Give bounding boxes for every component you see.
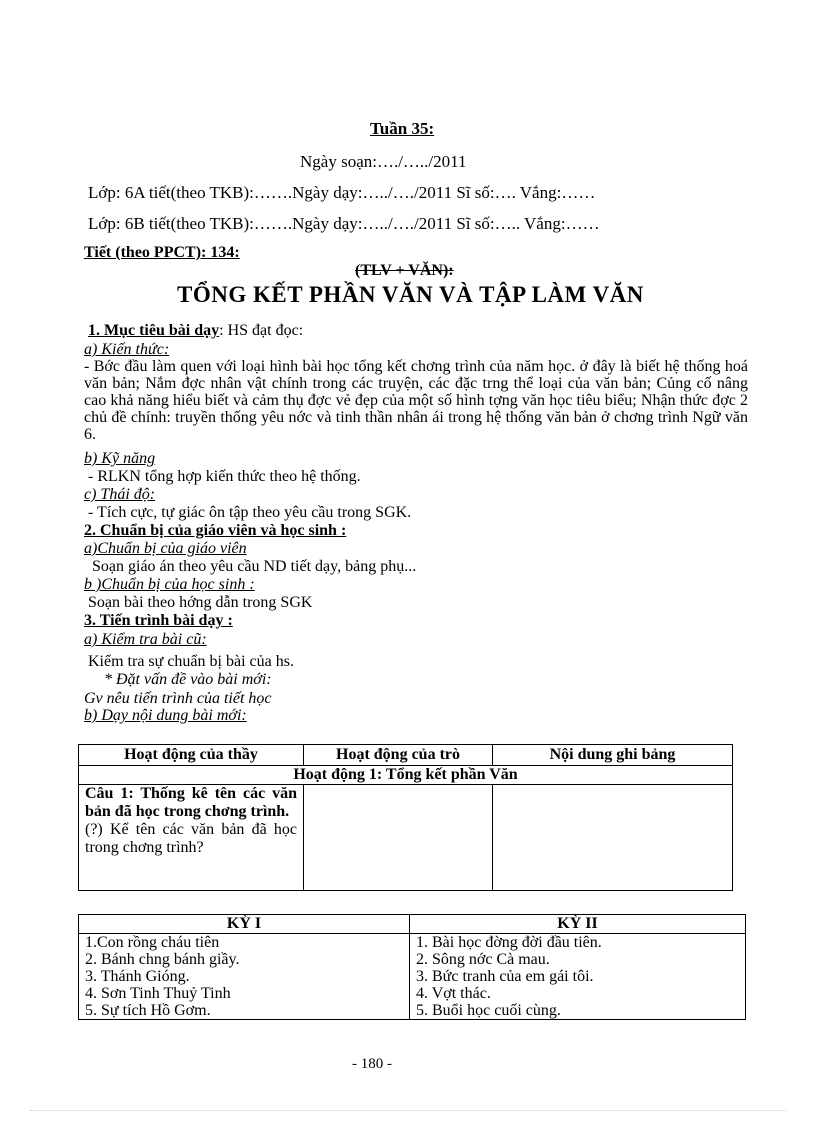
terms-table: [78, 914, 746, 1020]
section-2-heading: 2. Chuẩn bị của giáo viên và học sinh :: [84, 522, 347, 539]
intro-heading: * Đặt vấn đề vào bài mới:: [104, 671, 272, 688]
section-3-heading: 3. Tiến trình bài dạy :: [84, 612, 233, 629]
term-1-header: KỲ I: [79, 915, 410, 934]
header-teacher: Hoạt động của thầy: [79, 745, 304, 766]
period-line: Tiết (theo PPCT): 134:: [84, 244, 240, 261]
week-heading: Tuần 35:: [370, 119, 435, 138]
teacher-cell: [79, 785, 304, 891]
list-item: 2. Bánh chng bánh giầy.: [85, 951, 240, 968]
page-number: - 180 -: [352, 1056, 392, 1072]
knowledge-heading: a) Kiến thức:: [84, 341, 170, 358]
term-2-header: KỲ II: [410, 915, 746, 934]
teacher-prep-heading: a)Chuẩn bị của giáo viên: [84, 540, 247, 557]
section-1-label: 1. Mục tiêu bài dạy: [88, 322, 220, 339]
list-item: 5. Sự tích Hồ Gơm.: [85, 1002, 211, 1019]
question-1: Câu 1: Thống kê tên các văn bản đã học trong chơng trình.: [85, 785, 297, 820]
class-6b-line: Lớp: 6B tiết(theo TKB):…….Ngày dạy:…../…./2011 Sĩ số:….. Vắng:……: [88, 214, 600, 233]
class-6a-line: Lớp: 6A tiết(theo TKB):…….Ngày dạy:…../…./2011 Sĩ số:…. Vắng:……: [88, 183, 596, 202]
attitude-heading: c) Thái độ:: [84, 486, 156, 503]
activity-1-row: Hoạt động 1: Tổng kết phần Văn: [79, 766, 733, 785]
list-item: 4. Sơn Tinh Thuỷ Tinh: [85, 985, 231, 1002]
list-item: 1.Con rồng cháu tiên: [85, 934, 220, 951]
list-item: 4. Vợt thác.: [416, 985, 491, 1002]
section-1-tail: : HS đạt đọc:: [219, 322, 304, 339]
term-2-list: [410, 934, 746, 1020]
skill-text: - RLKN tổng hợp kiến thức theo hệ thống.: [88, 468, 361, 485]
attitude-text: - Tích cực, tự giác ôn tập theo yêu cầu trong SGK.: [88, 504, 412, 521]
teacher-prep-text: Soạn giáo án theo yêu cầu ND tiết dạy, bảng phụ...: [92, 558, 417, 575]
prep-date: Ngày soạn:…./…../2011: [300, 152, 467, 171]
new-lesson-heading: b) Dạy nội dung bài mới:: [84, 707, 247, 724]
question-1-prompt: (?) Kể tên các văn bản đã học trong chơng trình?: [85, 821, 297, 856]
student-cell: [304, 785, 493, 891]
term-1-list: [79, 934, 410, 1020]
page-divider: [30, 1110, 786, 1111]
board-cell: [493, 785, 733, 891]
student-prep-text: Soạn bài theo hớng dẫn trong SGK: [88, 594, 313, 611]
section-1-heading: [88, 322, 303, 339]
intro-text: Gv nêu tiến trình của tiết học: [84, 690, 272, 707]
subtitle: (TLV + VĂN):: [355, 262, 454, 279]
review-text: Kiểm tra sự chuẩn bị bài của hs.: [88, 653, 294, 670]
list-item: 3. Thánh Gióng.: [85, 968, 190, 985]
review-heading: a) Kiểm tra bài cũ:: [84, 631, 207, 648]
activity-table: [78, 744, 733, 891]
header-board: Nội dung ghi bảng: [493, 745, 733, 766]
knowledge-text: - Bớc đầu làm quen với loại hình bài học tổng kết chơng trình của năm học. ở đây là biết hệ thống hoá văn bản; Nắm đợc nhân vật chính trong các truyện, các đặc trng thể loại của văn bản; Củng cố nâng cao khả năng hiểu biết và cảm thụ đợc vẻ đẹp của một số hình tợng văn học tiêu biểu; Nhận thức đợc 2 chủ đề chính: truyền thống yêu nớc và tinh thần nhân ái trong hệ thống văn bản ở chơng trình Ngữ văn 6.: [84, 358, 748, 443]
list-item: 1. Bài học đờng đời đầu tiên.: [416, 934, 602, 951]
header-student: Hoạt động của trò: [304, 745, 493, 766]
list-item: 3. Bức tranh của em gái tôi.: [416, 968, 594, 985]
page-title: TỔNG KẾT PHẦN VĂN VÀ TẬP LÀM VĂN: [177, 282, 644, 307]
skill-heading: b) Kỹ năng: [84, 450, 156, 467]
list-item: 2. Sông nớc Cà mau.: [416, 951, 550, 968]
list-item: 5. Buổi học cuối cùng.: [416, 1002, 561, 1019]
student-prep-heading: b )Chuẩn bị của học sinh :: [84, 576, 255, 593]
